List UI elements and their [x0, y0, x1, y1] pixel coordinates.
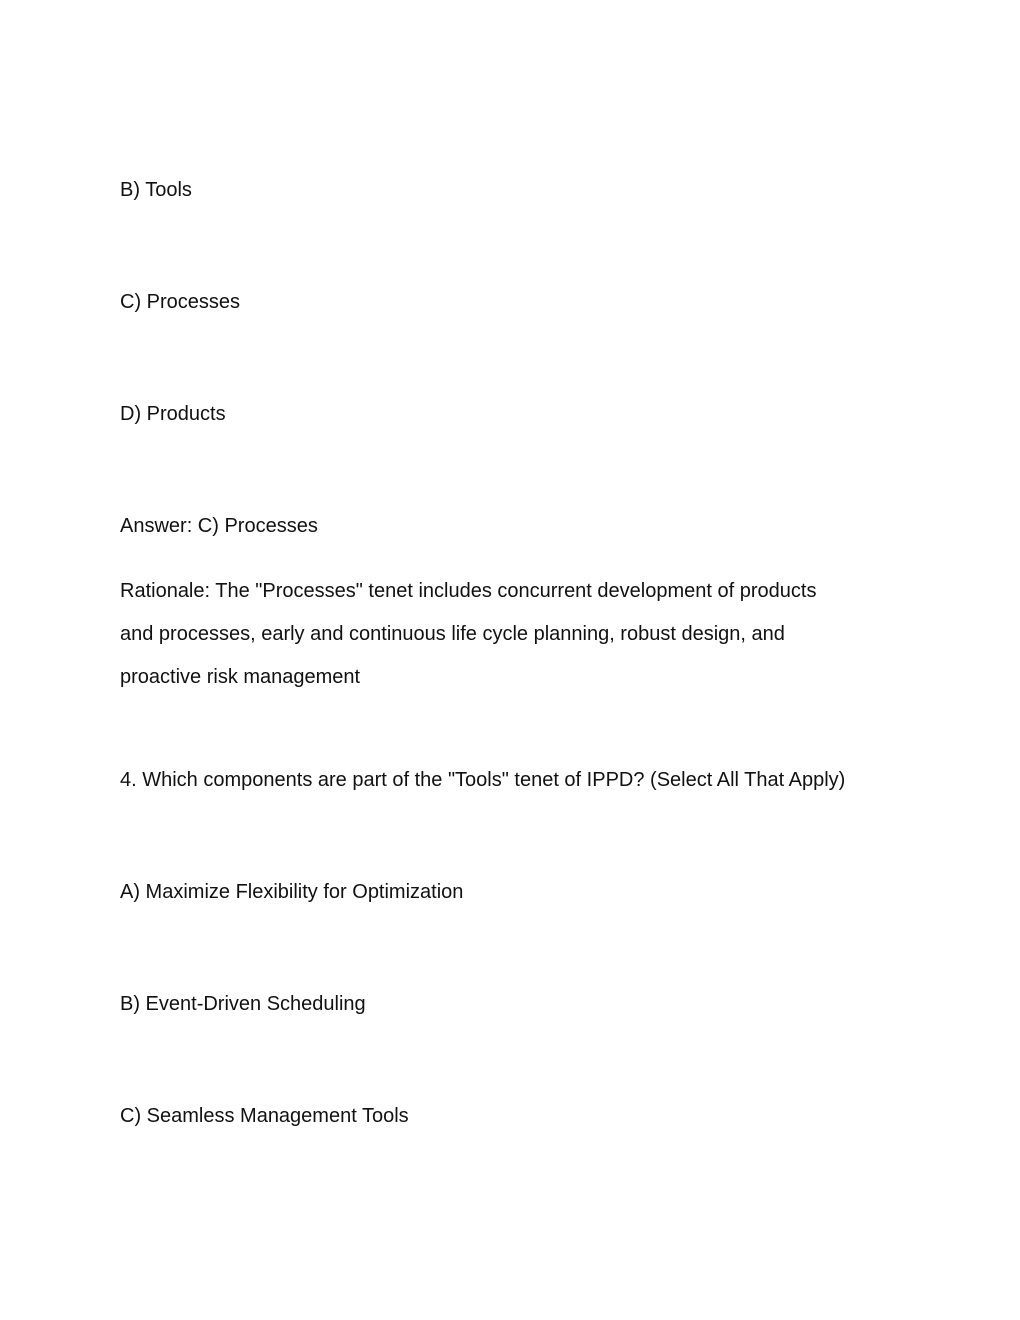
rationale-line-1: Rationale: The "Processes" tenet includes concurrent development of products: [120, 580, 817, 602]
option-c-processes: C) Processes: [120, 291, 241, 313]
question-4-prompt: 4. Which components are part of the "Tools" tenet of IPPD? (Select All That Apply): [120, 769, 846, 791]
q4-option-c: C) Seamless Management Tools: [120, 1105, 409, 1127]
option-d-products: D) Products: [120, 403, 226, 425]
option-b-tools: B) Tools: [120, 179, 192, 201]
rationale-line-3: proactive risk management: [120, 666, 361, 688]
answer-line: Answer: C) Processes: [120, 515, 318, 537]
rationale-paragraph: [120, 570, 910, 699]
q4-option-b: B) Event-Driven Scheduling: [120, 993, 366, 1015]
q4-option-a: A) Maximize Flexibility for Optimization: [120, 881, 464, 903]
rationale-line-2: and processes, early and continuous life cycle planning, robust design, and: [120, 623, 785, 645]
